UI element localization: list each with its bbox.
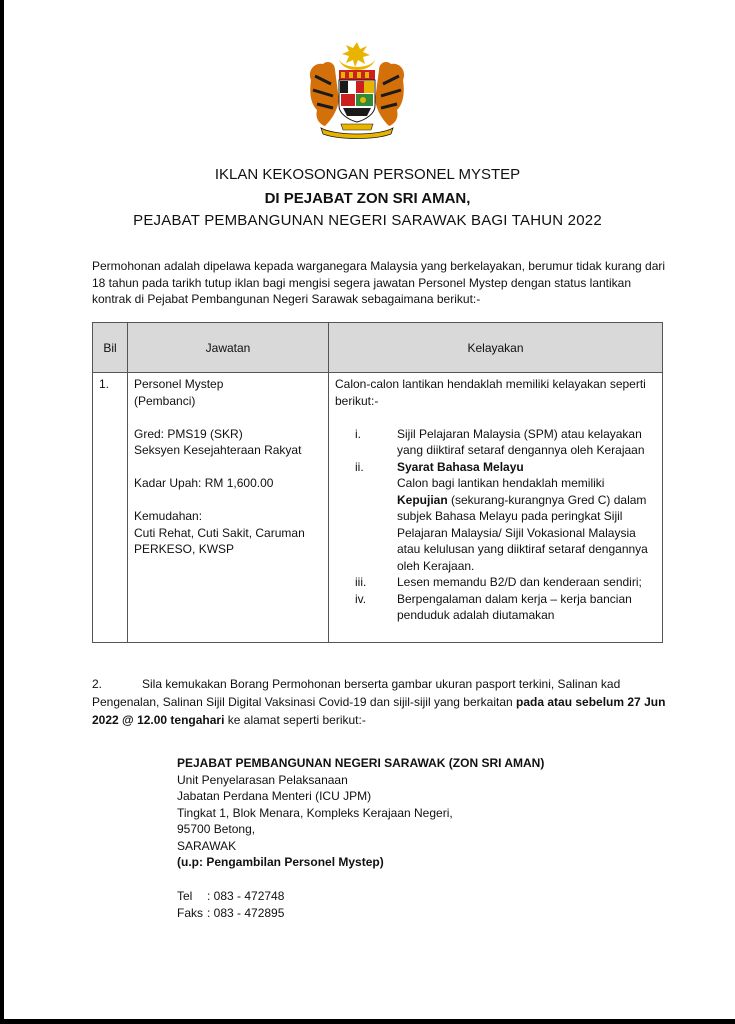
page-left-edge — [0, 0, 4, 1024]
item-text-pre: Calon bagi lantikan hendaklah memiliki — [397, 476, 605, 490]
item-heading: Syarat Bahasa Melayu — [397, 459, 524, 474]
vacancy-table — [92, 322, 663, 643]
cell-kelayakan — [329, 373, 663, 643]
paragraph-tail: ke alamat seperti berikut:- — [224, 713, 366, 727]
position-title: Personel Mystep — [134, 377, 224, 391]
list-item — [335, 426, 658, 459]
header-kelayakan: Kelayakan — [329, 323, 663, 373]
fax-value: : 083 - 472895 — [207, 905, 285, 920]
position-wage: Kadar Upah: RM 1,600.00 — [134, 476, 274, 490]
address-line-5: SARAWAK — [177, 838, 237, 853]
item-text-post: (sekurang-kurangnya Gred C) dalam subjek Bahasa Melayu pada peringkat Sijil Pelajaran Malaysia/ Sijil Vokasional Malaysia atau kelulusan yang diiktiraf setaraf dengannya oleh Kerajaan. — [397, 492, 648, 573]
title-line-1: IKLAN KEKOSONGAN PERSONEL MYSTEP — [214, 166, 521, 183]
address-line-2: Jabatan Perdana Menteri (ICU JPM) — [177, 789, 372, 803]
position-grade: Gred: PMS19 (SKR) — [134, 426, 243, 441]
address-name: PEJABAT PEMBANGUNAN NEGERI SARAWAK (ZON SRI AMAN) — [177, 756, 545, 770]
list-item — [335, 459, 658, 575]
item-number: i. — [355, 426, 361, 441]
position-section: Seksyen Kesejahteraan Rakyat — [134, 443, 302, 457]
tel-value: : 083 - 472748 — [207, 889, 285, 903]
item-text: Sijil Pelajaran Malaysia (SPM) atau kelayakan yang diiktiraf setaraf dengannya oleh Kerajaan — [397, 426, 645, 457]
item-text: Lesen memandu B2/D dan kenderaan sendiri; — [397, 575, 642, 589]
item-number: iv. — [355, 591, 367, 606]
address-attention: (u.p: Pengambilan Personel Mystep) — [177, 855, 384, 869]
title-line-2: DI PEJABAT ZON SRI AMAN, — [264, 190, 471, 207]
cell-bil: 1. — [93, 373, 128, 643]
deadline-text: pada atau sebelum 27 Jun 2022 @ 12.00 tengahari — [92, 695, 666, 727]
address-line-4: 95700 Betong, — [177, 822, 256, 836]
item-text — [397, 459, 658, 575]
contact-block — [177, 888, 284, 921]
item-number: ii. — [355, 459, 364, 474]
benefits-line-1: Cuti Rehat, Cuti Sakit, Caruman — [134, 525, 305, 540]
page-bottom-edge — [0, 1019, 735, 1024]
coat-of-arms-icon — [305, 40, 409, 140]
item-text-bold: Kepujian — [397, 492, 448, 507]
fax-label: Faks — [177, 905, 204, 920]
intro-paragraph: Permohonan adalah dipelawa kepada warganegara Malaysia yang berkelayakan, berumur tidak kurang dari 18 tahun pada tarikh tutup iklan bagi mengisi segera jawatan Personel Mystep dengan status lantikan kontrak di Pejabat Pembangunan Negeri Sarawak sebagaimana berikut:- — [92, 259, 666, 306]
header-jawatan: Jawatan — [128, 323, 329, 373]
list-item — [335, 574, 658, 591]
qualification-lead: Calon-calon lantikan hendaklah memiliki kelayakan seperti berikut:- — [335, 377, 646, 408]
cell-jawatan — [128, 373, 329, 643]
table-header-row — [93, 323, 663, 373]
tel-label: Tel — [177, 889, 193, 903]
address-line-3: Tingkat 1, Blok Menara, Kompleks Kerajaan Negeri, — [177, 805, 453, 820]
header-bil: Bil — [93, 323, 128, 373]
list-item — [335, 591, 658, 624]
position-subtitle: (Pembanci) — [134, 393, 196, 408]
application-paragraph — [92, 675, 667, 729]
benefits-label: Kemudahan: — [134, 509, 203, 523]
title-line-3: PEJABAT PEMBANGUNAN NEGERI SARAWAK BAGI TAHUN 2022 — [133, 212, 602, 229]
paragraph-text: Sila kemukakan Borang Permohonan berserta gambar ukuran pasport terkini, Salinan kad Pengenalan, Salinan Sijil Digital Vaksinasi Covid-19 dan sijil-sijil yang berkaitan — [92, 677, 621, 709]
table-row — [93, 373, 663, 643]
paragraph-number: 2. — [92, 677, 103, 691]
benefits-line-2: PERKESO, KWSP — [134, 542, 235, 556]
address-line-1: Unit Penyelarasan Pelaksanaan — [177, 772, 348, 787]
item-number: iii. — [355, 575, 367, 589]
mailing-address — [177, 755, 544, 871]
item-text: Berpengalaman dalam kerja – kerja bancian penduduk adalah diutamakan — [397, 591, 632, 622]
